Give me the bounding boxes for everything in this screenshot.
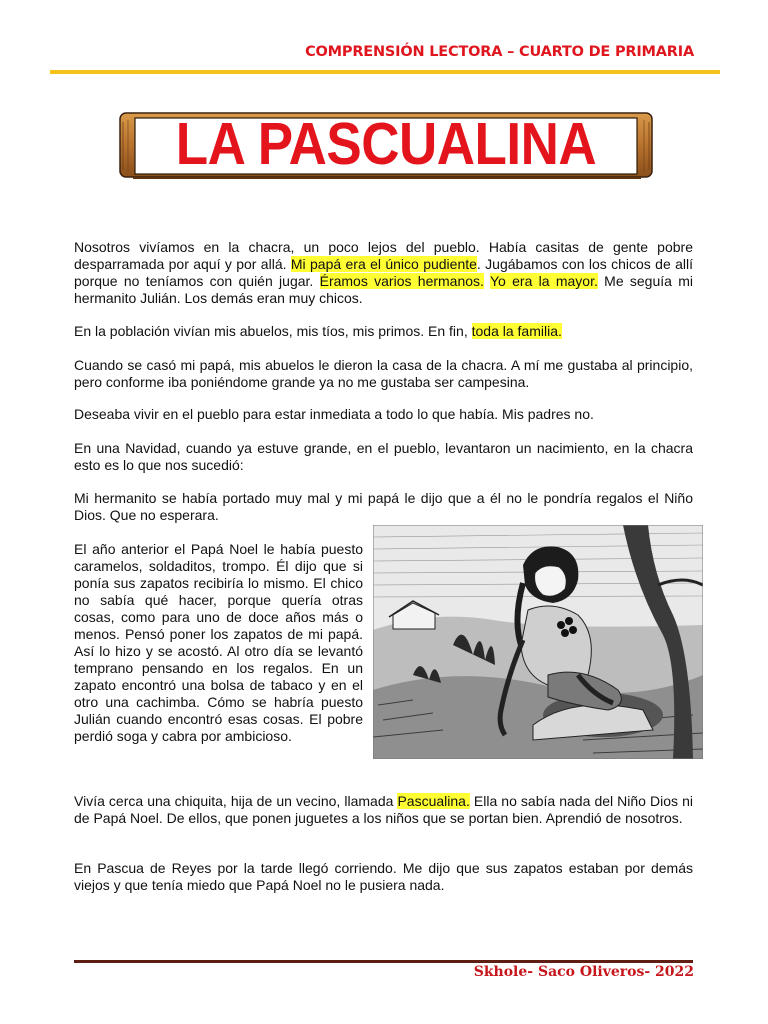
paragraph-3	[74, 357, 693, 391]
footer-divider	[74, 960, 693, 963]
document-header: COMPRENSIÓN LECTORA – CUARTO DE PRIMARIA	[305, 44, 694, 60]
paragraph-text: El año anterior el Papá Noel le había puesto caramelos, soldaditos, trompo. Él dijo que si ponía sus zapatos recibiría lo mismo. El chico no sabía qué hacer, porque quería otras cosas, como para uno de doce años más o menos. Pensó poner los zapatos de mi papá. Así lo hizo y se acostó. Al otro día se levantó temprano pensando en los regalos. En un zapato encontró una bolsa de tabaco y en el otro una cachimba. Cómo se habría puesto Julián cuando encontró esas cosas. El pobre perdió soga y cabra por ambicioso.	[74, 541, 363, 744]
highlight: Éramos varios hermanos.	[319, 273, 484, 289]
highlight: toda la familia.	[471, 323, 562, 339]
header-divider	[50, 70, 720, 74]
paragraph-7	[74, 541, 363, 745]
story-title: LA PASCUALINA	[175, 111, 597, 178]
paragraph-text: En una Navidad, cuando ya estuve grande, en el pueblo, levantaron un nacimiento, en la chacra esto es lo que nos sucedió:	[74, 440, 693, 473]
paragraph-1	[74, 239, 693, 307]
paragraph-9	[74, 860, 693, 894]
paragraph-text: Mi hermanito se había portado muy mal y mi papá le dijo que a él no le pondría regalos el Niño Dios. Que no esperara.	[74, 490, 693, 523]
highlight: Mi papá era el único pudiente	[290, 256, 477, 272]
paragraph-4	[74, 406, 693, 423]
text-span: Ella no sabía nada del Niño Dios ni de Papá Noel. De ellos, que ponen juguetes a los niños que se portan bien. Aprendió de nosotros.	[74, 793, 693, 826]
paragraph-6	[74, 490, 693, 524]
paragraph-5	[74, 440, 693, 474]
illustration	[373, 525, 703, 759]
paragraph-2	[74, 323, 693, 340]
highlight: Pascualina.	[397, 793, 470, 809]
text-span: Me seguía mi hermanito Julián. Los demás eran muy chicos.	[74, 273, 693, 306]
text-span: Vivía cerca una chiquita, hija de un vecino, llamada	[74, 793, 398, 809]
paragraph-text: Cuando se casó mi papá, mis abuelos le dieron la casa de la chacra. A mí me gustaba al principio, pero conforme iba poniéndome grande ya no me gustaba ser campesina.	[74, 357, 693, 390]
paragraph-text: En Pascua de Reyes por la tarde llegó corriendo. Me dijo que sus zapatos estaban por demás viejos y que tenía miedo que Papá Noel no le pusiera nada.	[74, 860, 693, 893]
highlight: Yo era la mayor.	[489, 273, 598, 289]
footer-credit: Skhole- Saco Oliveros- 2022	[473, 964, 694, 980]
paragraph-text: Deseaba vivir en el pueblo para estar inmediata a todo lo que había. Mis padres no.	[74, 406, 594, 422]
text-span: . Jugábamos con los chicos de allí porque no teníamos con quién jugar.	[74, 256, 693, 289]
text-span: En la población vivían mis abuelos, mis tíos, mis primos. En fin,	[74, 323, 472, 339]
text-span: Nosotros vivíamos en la chacra, un poco lejos del pueblo. Había casitas de gente pobre desparramada por aquí y por allá.	[74, 239, 693, 272]
girl-picking-fruit-drawing-icon	[373, 525, 703, 759]
paragraph-8	[74, 793, 693, 827]
title-banner	[119, 112, 653, 180]
